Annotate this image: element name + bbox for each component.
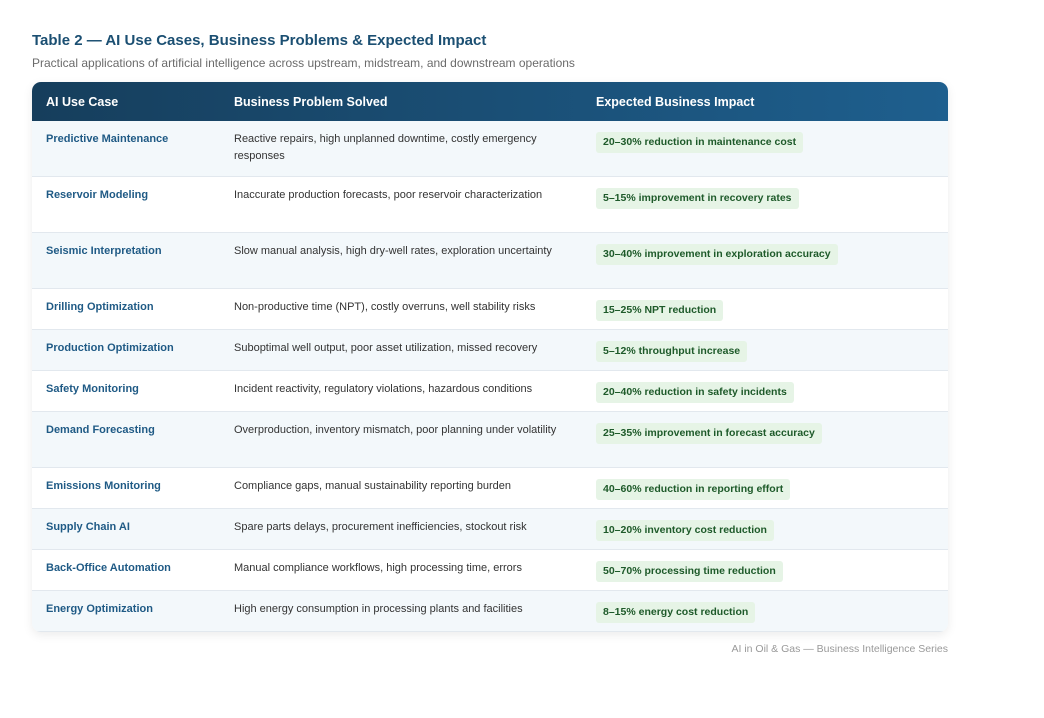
column-header-impact: Expected Business Impact — [596, 94, 755, 109]
impact-cell — [582, 560, 948, 582]
table-row — [32, 412, 948, 468]
table-row — [32, 371, 948, 412]
table-title: Table 2 — AI Use Cases, Business Problems & Expected Impact — [32, 32, 487, 49]
use-case-cell: Predictive Maintenance — [46, 133, 169, 145]
impact-cell — [582, 131, 948, 153]
table-subtitle: Practical applications of artificial intelligence across upstream, midstream, and downstream operations — [32, 56, 575, 70]
impact-badge: 40–60% reduction in reporting effort — [596, 479, 790, 500]
impact-badge: 20–40% reduction in safety incidents — [596, 382, 794, 403]
impact-badge: 8–15% energy cost reduction — [596, 602, 755, 623]
impact-cell — [582, 340, 948, 362]
impact-cell — [582, 422, 948, 444]
use-case-table — [32, 82, 948, 632]
problem-cell: Spare parts delays, procurement inefficiencies, stockout risk — [234, 521, 527, 533]
use-case-cell: Emissions Monitoring — [46, 480, 161, 492]
impact-badge: 20–30% reduction in maintenance cost — [596, 132, 803, 153]
impact-badge: 50–70% processing time reduction — [596, 561, 783, 582]
problem-cell: Reactive repairs, high unplanned downtime, costly emergency responses — [234, 133, 537, 162]
report-container — [32, 32, 948, 656]
impact-cell — [582, 478, 948, 500]
use-case-cell: Demand Forecasting — [46, 424, 155, 436]
problem-cell: Suboptimal well output, poor asset utilization, missed recovery — [234, 342, 538, 354]
column-header-problem: Business Problem Solved — [234, 94, 388, 109]
table-row — [32, 289, 948, 330]
impact-cell — [582, 187, 948, 209]
impact-badge: 10–20% inventory cost reduction — [596, 520, 774, 541]
use-case-cell: Drilling Optimization — [46, 301, 154, 313]
table-row — [32, 121, 948, 177]
table-row — [32, 233, 948, 289]
use-case-cell: Reservoir Modeling — [46, 189, 149, 201]
impact-cell — [582, 381, 948, 403]
table-row — [32, 591, 948, 632]
table-row — [32, 330, 948, 371]
impact-badge: 15–25% NPT reduction — [596, 300, 723, 321]
problem-cell: Manual compliance workflows, high processing time, errors — [234, 562, 522, 574]
problem-cell: Compliance gaps, manual sustainability reporting burden — [234, 480, 511, 492]
use-case-cell: Supply Chain AI — [46, 521, 130, 533]
impact-cell — [582, 519, 948, 541]
impact-badge: 5–12% throughput increase — [596, 341, 747, 362]
impact-cell — [582, 299, 948, 321]
table-row — [32, 509, 948, 550]
use-case-cell: Energy Optimization — [46, 603, 153, 615]
impact-badge: 25–35% improvement in forecast accuracy — [596, 423, 822, 444]
column-header-use-case: AI Use Case — [46, 94, 119, 109]
problem-cell: Overproduction, inventory mismatch, poor planning under volatility — [234, 424, 557, 436]
impact-cell — [582, 243, 948, 265]
problem-cell: High energy consumption in processing plants and facilities — [234, 603, 523, 615]
impact-cell — [582, 601, 948, 623]
table-row — [32, 468, 948, 509]
impact-badge: 30–40% improvement in exploration accuracy — [596, 244, 838, 265]
use-case-cell: Seismic Interpretation — [46, 245, 162, 257]
problem-cell: Non-productive time (NPT), costly overruns, well stability risks — [234, 301, 536, 313]
problem-cell: Inaccurate production forecasts, poor reservoir characterization — [234, 189, 543, 201]
use-case-cell: Safety Monitoring — [46, 383, 139, 395]
impact-badge: 5–15% improvement in recovery rates — [596, 188, 799, 209]
use-case-cell: Back-Office Automation — [46, 562, 171, 574]
use-case-cell: Production Optimization — [46, 342, 174, 354]
problem-cell: Slow manual analysis, high dry-well rates, exploration uncertainty — [234, 245, 552, 257]
table-row — [32, 177, 948, 233]
problem-cell: Incident reactivity, regulatory violations, hazardous conditions — [234, 383, 533, 395]
table-header-row — [32, 82, 948, 121]
footer-caption: AI in Oil & Gas — Business Intelligence Series — [731, 643, 948, 655]
table-row — [32, 550, 948, 591]
